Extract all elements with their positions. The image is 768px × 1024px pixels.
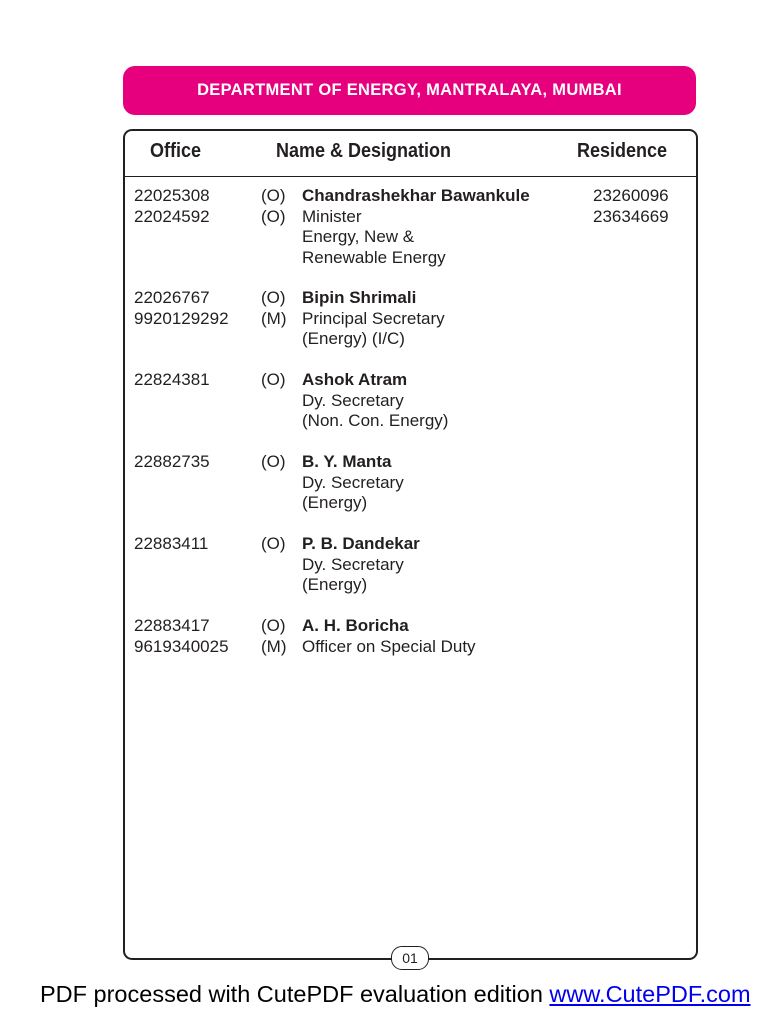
designation-line: Dy. Secretary xyxy=(302,390,404,410)
phone-type-column xyxy=(261,288,286,329)
name-designation-column xyxy=(302,186,530,268)
phone-type: (O) xyxy=(261,452,286,471)
name-designation-column xyxy=(302,370,448,432)
officer-name: Chandrashekhar Bawankule xyxy=(302,186,530,205)
residence-phone: 23634669 xyxy=(593,206,669,226)
office-phone: 22883411 xyxy=(134,534,209,553)
office-phone: 22025308 xyxy=(134,186,210,205)
office-phone: 22824381 xyxy=(134,370,210,389)
officer-name: B. Y. Manta xyxy=(302,452,392,471)
phone-type-column xyxy=(261,616,286,657)
designation-line: Dy. Secretary xyxy=(302,472,404,492)
phone-type: (M) xyxy=(261,308,287,328)
name-designation-column xyxy=(302,288,445,350)
phone-type-column xyxy=(261,370,286,391)
office-phone-column xyxy=(134,288,229,329)
office-phone-column xyxy=(134,616,229,657)
residence-column-header: Residence xyxy=(577,140,668,162)
phone-type: (O) xyxy=(261,370,286,389)
office-phone: 9619340025 xyxy=(134,636,229,656)
footer-link[interactable]: www.CutePDF.com xyxy=(549,981,751,1007)
officer-name: P. B. Dandekar xyxy=(302,534,420,553)
office-phone-column xyxy=(134,370,210,391)
header-divider xyxy=(123,176,698,177)
designation-line: (Non. Con. Energy) xyxy=(302,411,449,430)
phone-type-column xyxy=(261,452,286,473)
designation-line: (Energy) xyxy=(302,493,368,512)
office-phone: 22026767 xyxy=(134,288,210,307)
residence-phone: 23260096 xyxy=(593,186,669,205)
department-title: DEPARTMENT OF ENERGY, MANTRALAYA, MUMBAI xyxy=(197,81,622,99)
designation-line: (Energy) (I/C) xyxy=(302,329,405,348)
phone-type: (O) xyxy=(261,288,286,307)
office-column-header: Office xyxy=(150,140,202,162)
phone-type: (O) xyxy=(261,186,286,205)
office-phone: 22882735 xyxy=(134,452,210,471)
office-phone: 9920129292 xyxy=(134,308,229,328)
officer-name: Ashok Atram xyxy=(302,370,408,389)
office-phone-column xyxy=(134,186,210,227)
name-designation-column-header: Name & Designation xyxy=(276,140,452,162)
designation-line: (Energy) xyxy=(302,575,368,594)
office-phone-column xyxy=(134,452,210,473)
phone-type-column xyxy=(261,534,286,555)
name-designation-column xyxy=(302,452,404,514)
officer-name: A. H. Boricha xyxy=(302,616,409,635)
designation-line: Principal Secretary xyxy=(302,308,445,328)
office-phone: 22024592 xyxy=(134,206,210,226)
phone-type: (O) xyxy=(261,616,286,635)
footer-notice xyxy=(40,981,751,1008)
page-number: 01 xyxy=(391,946,429,970)
footer-text: PDF processed with CutePDF evaluation edition xyxy=(40,981,550,1007)
residence-phone-column xyxy=(593,186,669,227)
designation-line: Dy. Secretary xyxy=(302,554,404,574)
phone-type-column xyxy=(261,186,286,227)
designation-line: Energy, New & xyxy=(302,227,415,246)
office-phone: 22883417 xyxy=(134,616,210,635)
officer-name: Bipin Shrimali xyxy=(302,288,417,307)
department-banner xyxy=(123,66,696,115)
designation-line: Minister xyxy=(302,206,362,226)
designation-line: Officer on Special Duty xyxy=(302,636,476,656)
office-phone-column xyxy=(134,534,208,555)
phone-type: (O) xyxy=(261,206,286,226)
name-designation-column xyxy=(302,534,420,596)
phone-type: (O) xyxy=(261,534,286,553)
designation-line: Renewable Energy xyxy=(302,247,446,267)
phone-type: (M) xyxy=(261,636,287,656)
name-designation-column xyxy=(302,616,476,657)
